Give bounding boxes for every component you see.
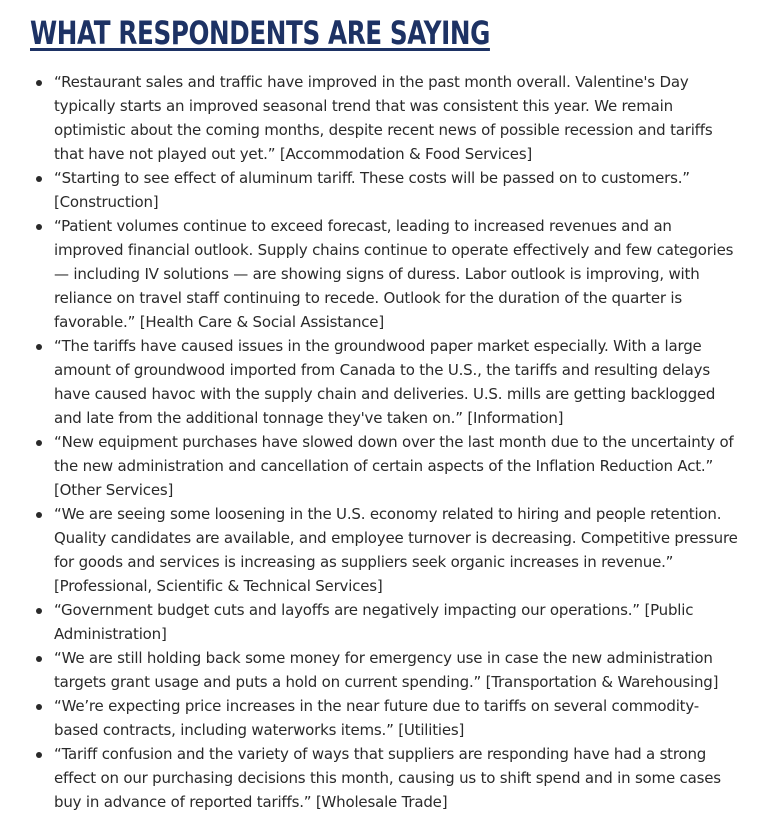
section-heading: WHAT RESPONDENTS ARE SAYING xyxy=(30,14,490,52)
quote-construction: “Starting to see effect of aluminum tariff. These costs will be passed on to customers.” [Construction] xyxy=(54,166,738,214)
quote-professional-scientific-technical: “We are seeing some loosening in the U.S. economy related to hiring and people retention. Quality candidates are available, and employee turnover is decreasing. Competitive pressure for goods and services is increasing as suppliers seek organic increases in revenue.” [Professional, Scientific & Technical Services] xyxy=(54,502,738,598)
quote-health-care-social-assistance: “Patient volumes continue to exceed forecast, leading to increased revenues and an improved financial outlook. Supply chains continue to operate effectively and few categories — including IV solutions — are showing signs of duress. Labor outlook is improving, with reliance on travel staff continuing to recede. Outlook for the duration of the quarter is favorable.” [Health Care & Social Assistance] xyxy=(54,214,738,334)
quote-wholesale-trade: “Tariff confusion and the variety of ways that suppliers are responding have had a strong effect on our purchasing decisions this month, causing us to shift spend and in some cases buy in advance of reported tariffs.” [Wholesale Trade] xyxy=(54,742,738,814)
quote-transportation-warehousing: “We are still holding back some money for emergency use in case the new administration targets grant usage and puts a hold on current spending.” [Transportation & Warehousing] xyxy=(54,646,738,694)
quote-accommodation-food-services: “Restaurant sales and traffic have improved in the past month overall. Valentine's Day typically starts an improved seasonal trend that was consistent this year. We remain optimistic about the coming months, despite recent news of possible recession and tariffs that have not played out yet.” [Accommodation & Food Services] xyxy=(54,70,738,166)
respondent-quotes-list xyxy=(0,70,738,814)
quote-other-services: “New equipment purchases have slowed down over the last month due to the uncertainty of the new administration and cancellation of certain aspects of the Inflation Reduction Act.” [Other Services] xyxy=(54,430,738,502)
quote-information: “The tariffs have caused issues in the groundwood paper market especially. With a large amount of groundwood imported from Canada to the U.S., the tariffs and resulting delays have caused havoc with the supply chain and deliveries. U.S. mills are getting backlogged and late from the additional tonnage they've taken on.” [Information] xyxy=(54,334,738,430)
quote-utilities: “We’re expecting price increases in the near future due to tariffs on several commodity-based contracts, including waterworks items.” [Utilities] xyxy=(54,694,738,742)
quote-public-administration: “Government budget cuts and layoffs are negatively impacting our operations.” [Public Administration] xyxy=(54,598,738,646)
